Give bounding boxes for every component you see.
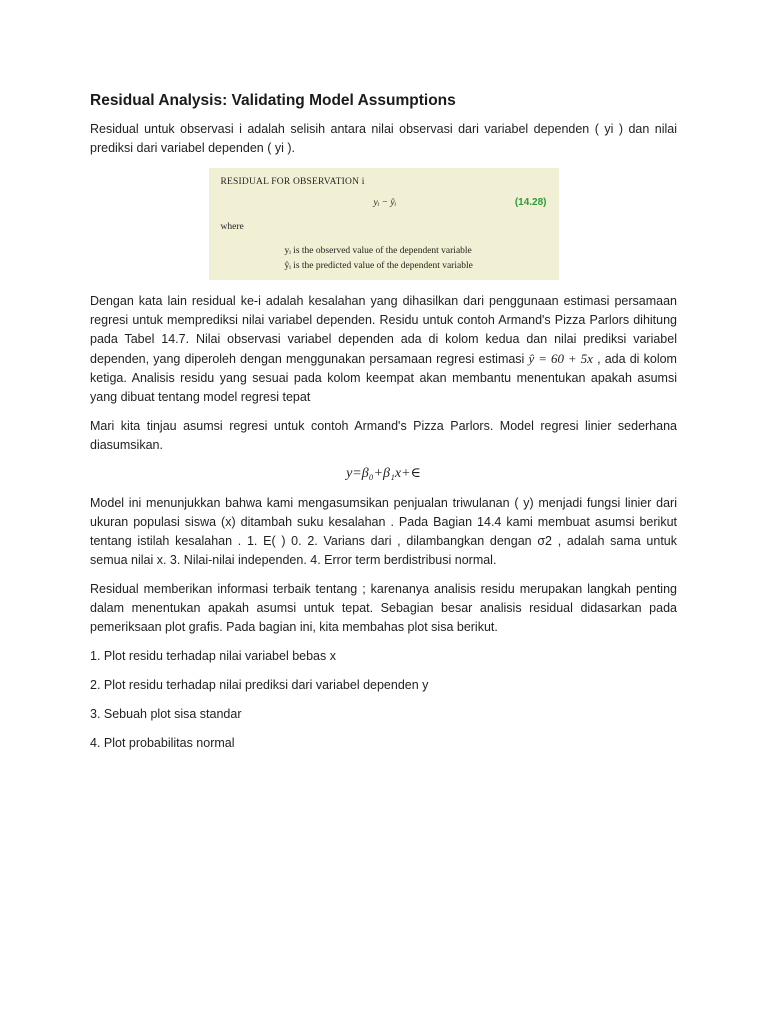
model-equation: y=β₀+β₁x+∈ bbox=[346, 466, 421, 481]
residual-formula: yᵢ − ŷᵢ bbox=[373, 198, 397, 208]
figure-heading: RESIDUAL FOR OBSERVATION i bbox=[220, 177, 365, 187]
paragraph-text-before-equation: Dengan kata lain residual ke-i adalah kesalahan yang dihasilkan dari penggunaan estimasi persamaan regresi untuk memprediksi nilai variabel dependen. Residu untuk contoh Armand's Pizza Parlors dihitung pada Tabel 14.7. Nilai observasi variabel dependen ada di kolom kedua dan nilai prediksi variabel dependen, yang diperoleh dengan menggunakan persamaan regresi estimasi bbox=[90, 294, 677, 366]
equation-number: (14.28) bbox=[514, 197, 547, 208]
where-label: where bbox=[220, 222, 244, 232]
paragraph-residual-plots-intro: Residual memberikan informasi terbaik tentang ; karenanya analisis residu merupakan langkah penting dalam menentukan apakah asumsi untuk tepat. Sebagian besar analisis residual didasarkan pada pemeriksaan plot grafis. Pada bagian ini, kita membahas plot sisa berikut. bbox=[90, 582, 677, 634]
paragraph-regression-assumptions: Mari kita tinjau asumsi regresi untuk contoh Armand's Pizza Parlors. Model regresi linier sederhana diasumsikan. bbox=[90, 419, 677, 452]
definition-observed: yᵢ is the observed value of the dependent variable bbox=[284, 246, 472, 256]
residual-plot-list bbox=[90, 647, 677, 753]
paragraph-model-explanation: Model ini menunjukkan bahwa kami mengasumsikan penjualan triwulanan ( y) menjadi fungsi linier dari ukuran populasi siswa (x) ditambah suku kesalahan . Pada Bagian 14.4 kami membuat asumsi berikut tentang istilah kesalahan . 1. E( ) 0. 2. Varians dari , dilambangkan dengan σ2 , adalah sama untuk semua nilai x. 3. Nilai-nilai independen. 4. Error term berdistribusi normal. bbox=[90, 496, 677, 567]
residual-formula-figure bbox=[209, 168, 559, 280]
inline-regression-equation: ŷ = 60 + 5x bbox=[528, 351, 593, 366]
list-item: 2. Plot residu terhadap nilai prediksi dari variabel dependen y bbox=[90, 678, 429, 692]
figure-container bbox=[90, 168, 677, 280]
paragraph-residual-explanation bbox=[90, 292, 677, 407]
list-item: 4. Plot probabilitas normal bbox=[90, 736, 235, 750]
definition-predicted: ŷᵢ is the predicted value of the dependent variable bbox=[284, 261, 473, 271]
section-title: Residual Analysis: Validating Model Assumptions bbox=[90, 92, 456, 109]
list-item: 3. Sebuah plot sisa standar bbox=[90, 707, 242, 721]
paragraph-text-after-equation: , ada di kolom ketiga. Analisis residu yang sesuai pada kolom keempat akan membantu menentukan apakah asumsi yang dibuat tentang model regresi tepat bbox=[90, 352, 677, 404]
paragraph-residual-definition: Residual untuk observasi i adalah selisih antara nilai observasi dari variabel dependen ( yi ) dan nilai prediksi dari variabel dependen ( yi ). bbox=[90, 122, 677, 155]
document-body bbox=[90, 92, 677, 763]
list-item: 1. Plot residu terhadap nilai variabel bebas x bbox=[90, 649, 336, 663]
